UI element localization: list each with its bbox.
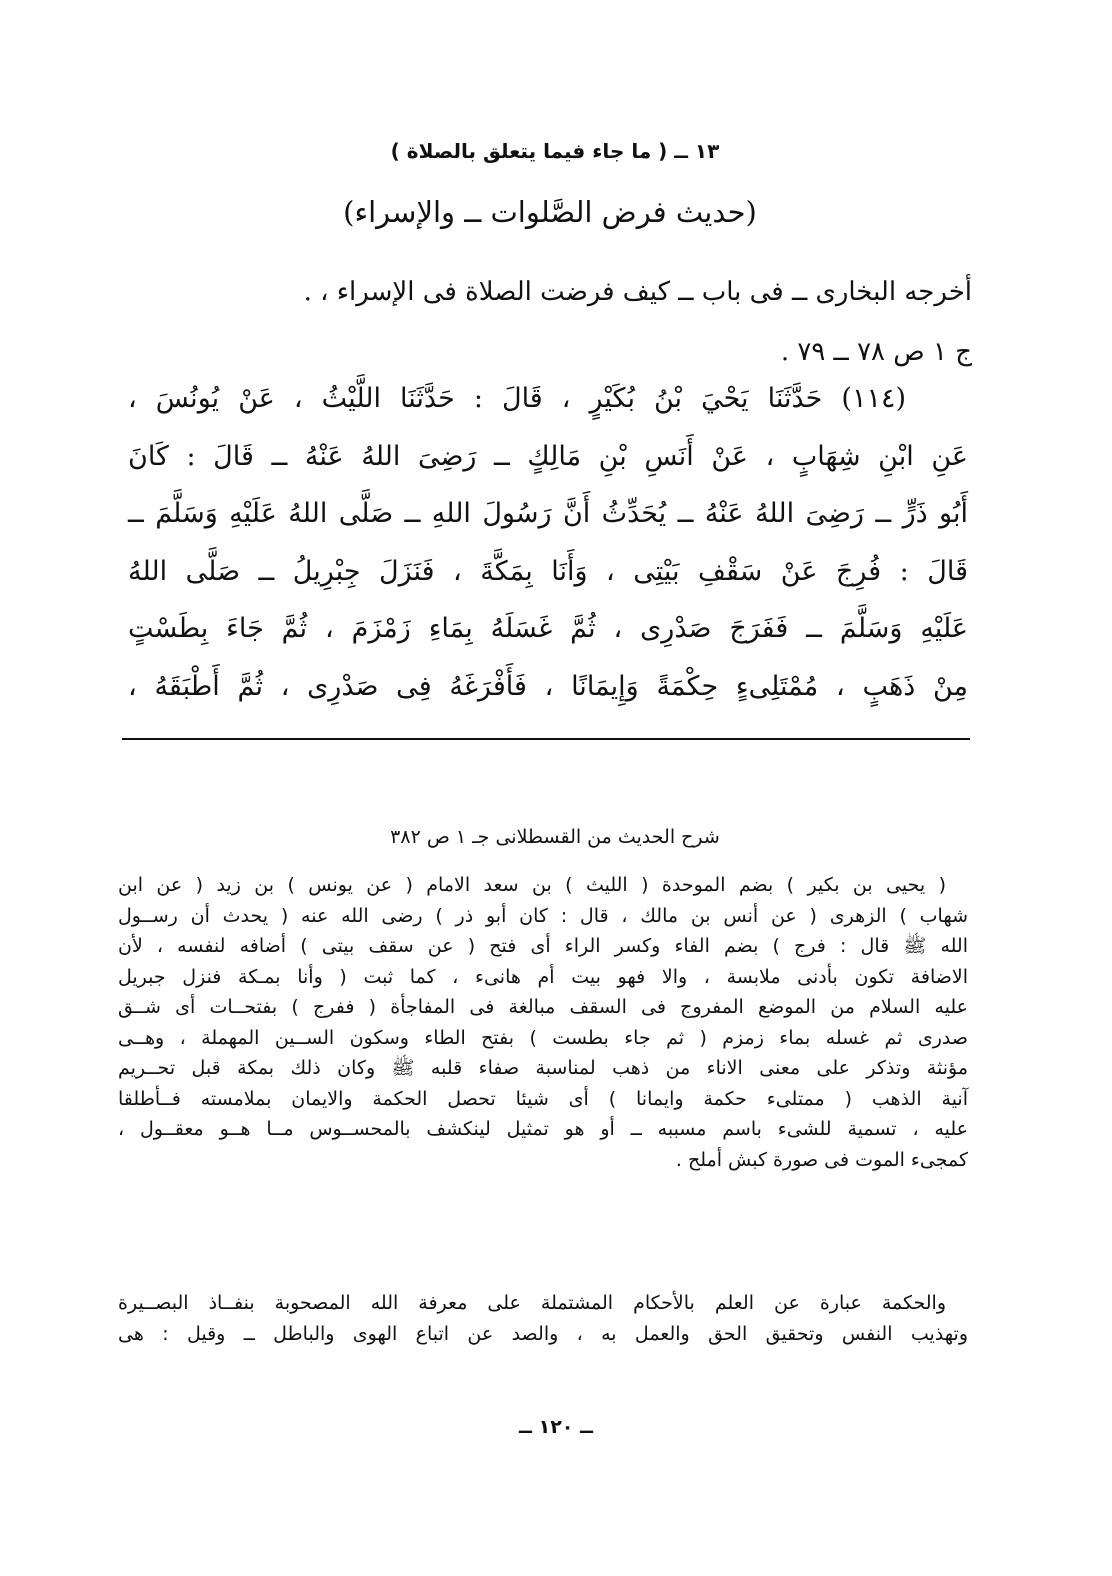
hadith-line: (١١٤) حَدَّثَنَا يَحْيَ بْنُ بُكَيْرٍ ، قَالَ : حَدَّثَنَا اللَّيْثُ ، عَنْ يُونُسَ ، [128,383,906,414]
commentary-line: كمجىء الموت فى صورة كبش أملح . [675,1148,968,1171]
page-number: ــ ١٢٠ ــ [518,1416,593,1438]
definition-paragraph [118,1288,968,1349]
commentary-title: شرح الحديث من القسطلانى جـ ١ ص ٣٨٢ [390,826,720,848]
hadith-text [128,370,968,715]
hadith-line: قَالَ : فُرِجَ عَنْ سَقْفِ بَيْتِى ، وَأَنَا بِمَكَّةَ ، فَنَزَلَ جِبْرِيلُ ــ صَلَّى اللهُ [128,555,968,587]
source-reference [110,262,972,382]
commentary-line: شهاب ) الزهرى ( عن أنس بن مالك ، قال : كان أبو ذر ) رضى الله عنه ( يحدث أن رســول [118,904,968,927]
commentary-line: آنية الذهب ( ممتلىء حكمة وايمانا ) أى شيئا تحصل الحكمة والايمان بملامسته فــأطلقا [118,1087,968,1110]
source-line: أخرجه البخارى ــ فى باب ــ كيف فرضت الصلاة فى الإسراء ، . [303,277,972,307]
paragraph-line: والحكمة عبارة عن العلم بالأحكام المشتملة على معرفة الله المصحوبة بنفــاذ البصــيرة [118,1292,946,1314]
commentary-line: مؤنثة وتذكر على معنى الاناء من ذهب لمناسبة صفاء قلبه ﷺ وكان ذلك بمكة قبل تحــريم [118,1057,968,1079]
commentary-line: عليه ، تسمية للشىء باسم مسببه ــ أو هو تمثيل لينكشف بالمحســوس مــا هــو معقــول ، [118,1118,968,1140]
commentary-line: صدرى ثم غسله بماء زمزم ( ثم جاء بطست ) بفتح الطاء وسكون الســين المهملة ، وهــى [118,1026,968,1049]
commentary-line: ( يحيى بن بكير ) بضم الموحدة ( الليث ) بن سعد الامام ( عن يونس ) بن زيد ( عن ابن [118,874,946,896]
paragraph-line: وتهذيب النفس وتحقيق الحق والعمل به ، والصد عن اتباع الهوى والباطل ــ وقيل : هى [118,1322,968,1345]
section-divider [122,738,970,740]
hadith-line: عَلَيْهِ وَسَلَّمَ ــ فَفَرَجَ صَدْرِى ، ثُمَّ غَسَلَهُ بِمَاءِ زَمْزَمَ ، ثُمَّ جَاءَ بِطَسْتٍ [128,613,968,644]
commentary-line: عليه السلام من الموضع المفروج فى السقف مبالغة فى المفاجأة ( ففرج ) بفتحــات أى شــق [118,996,968,1018]
chapter-heading: ١٣ ــ ( ما جاء فيما يتعلق بالصلاة ) [390,139,720,163]
source-line: ج ١ ص ٧٨ ــ ٧٩ . [780,337,972,367]
hadith-line: مِنْ ذَهَبٍ ، مُمْتَلِىءٍ حِكْمَةً وَإِيمَانًا ، فَأَفْرَغَهُ فِى صَدْرِى ، ثُمَّ أَطْبَقَهُ ، [128,670,968,702]
hadith-line: عَنِ ابْنِ شِهَابٍ ، عَنْ أَنَسِ بْنِ مَالِكٍ ــ رَضِىَ اللهُ عَنْهُ ــ قَالَ : كَانَ [128,440,968,472]
commentary-line: الله ﷺ قال : فرج ) بضم الفاء وكسر الراء أى فتح ( عن سقف بيتى ) أضافه لنفسه ، لأن [118,935,968,957]
hadith-title: (حديث فرض الصَّلوات ــ والإسراء) [343,195,757,229]
commentary-text [118,870,968,1175]
hadith-line: أَبُو ذَرٍّ ــ رَضِىَ اللهُ عَنْهُ ــ يُحَدِّثُ أَنَّ رَسُولَ اللهِ ــ صَلَّى اللهُ عَلَيْهِ وَسَلَّمَ ــ [128,498,968,529]
commentary-line: الاضافة تكون بأدنى ملابسة ، والا فهو بيت أم هانىء ، كما ثبت ( وأنا بمـكة فنزل جبريل [118,965,968,988]
